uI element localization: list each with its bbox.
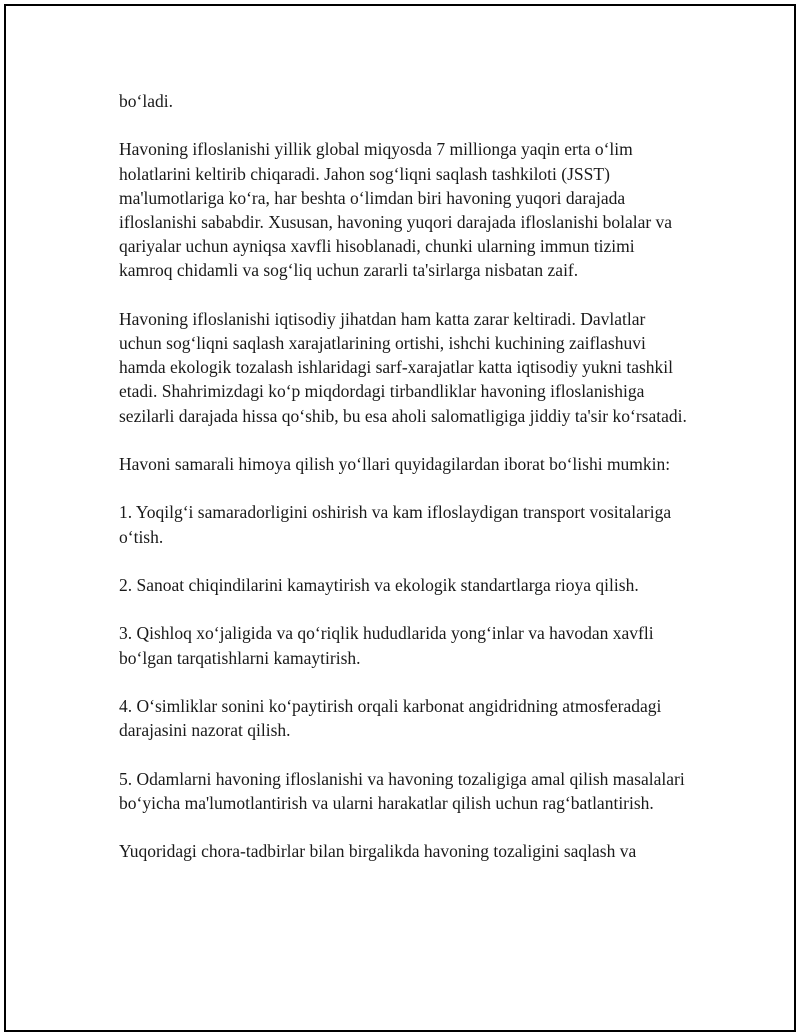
paragraph-economic-impact: Havoning ifloslanishi iqtisodiy jihatdan ham katta zarar keltiradi. Davlatlar uchun sog‘liqni saqlash xarajatlarining ortishi, ishchi kuchining zaiflashuvi hamda ekologik tozalash ishlaridagi sarf-xarajatlar katta iqtisodiy yukni tashkil etadi. Shahrimizdagi ko‘p miqdordagi tirbandliklar havoning ifloslanishiga sezilarli darajada hissa qo‘shib, bu esa aholi salomatligiga jiddiy ta'sir ko‘rsatadi.	[119, 308, 687, 426]
paragraph-conclusion: Yuqoridagi chora-tadbirlar bilan birgalikda havoning tozaligini saqlash va	[119, 841, 637, 862]
paragraph-protection-intro: Havoni samarali himoya qilish yo‘llari quyidagilardan iborat bo‘lishi mumkin:	[119, 454, 671, 474]
list-item-3: 3. Qishloq xo‘jaligida va qo‘riqlik hududlarida yong‘inlar va havodan xavfli bo‘lgan tarqatishlarni kamaytirish.	[119, 623, 654, 668]
list-item-4: 4. O‘simliklar sonini ko‘paytirish orqali karbonat angidridning atmosferadagi darajasini nazorat qilish.	[119, 695, 662, 741]
paragraph-continuation: bo‘ladi.	[119, 91, 173, 111]
list-item-2: 2. Sanoat chiqindilarini kamaytirish va ekologik standartlarga rioya qilish.	[119, 574, 639, 595]
document-body	[119, 89, 689, 888]
list-item-1: 1. Yoqilg‘i samaradorligini oshirish va kam ifloslaydigan transport vositalariga o‘tish.	[119, 502, 672, 547]
paragraph-health-impact: Havoning ifloslanishi yillik global miqyosda 7 millionga yaqin erta o‘lim holatlarini keltirib chiqaradi. Jahon sog‘liqni saqlash tashkiloti (JSST) ma'lumotlariga ko‘ra, har beshta o‘limdan biri havoning yuqori darajada ifloslanishi sababdir. Xususan, havoning yuqori darajada ifloslanishi bolalar va qariyalar uchun ayniqsa xavfli hisoblanadi, chunki ularning immun tizimi kamroq chidamli va sog‘liq uchun zararli ta'sirlarga nisbatan zaif.	[119, 139, 673, 281]
list-item-5: 5. Odamlarni havoning ifloslanishi va havoning tozaligiga amal qilish masalalari bo‘yicha ma'lumotlantirish va ularni harakatlar qilish uchun rag‘batlantirish.	[119, 768, 685, 813]
document-page	[4, 4, 796, 1032]
